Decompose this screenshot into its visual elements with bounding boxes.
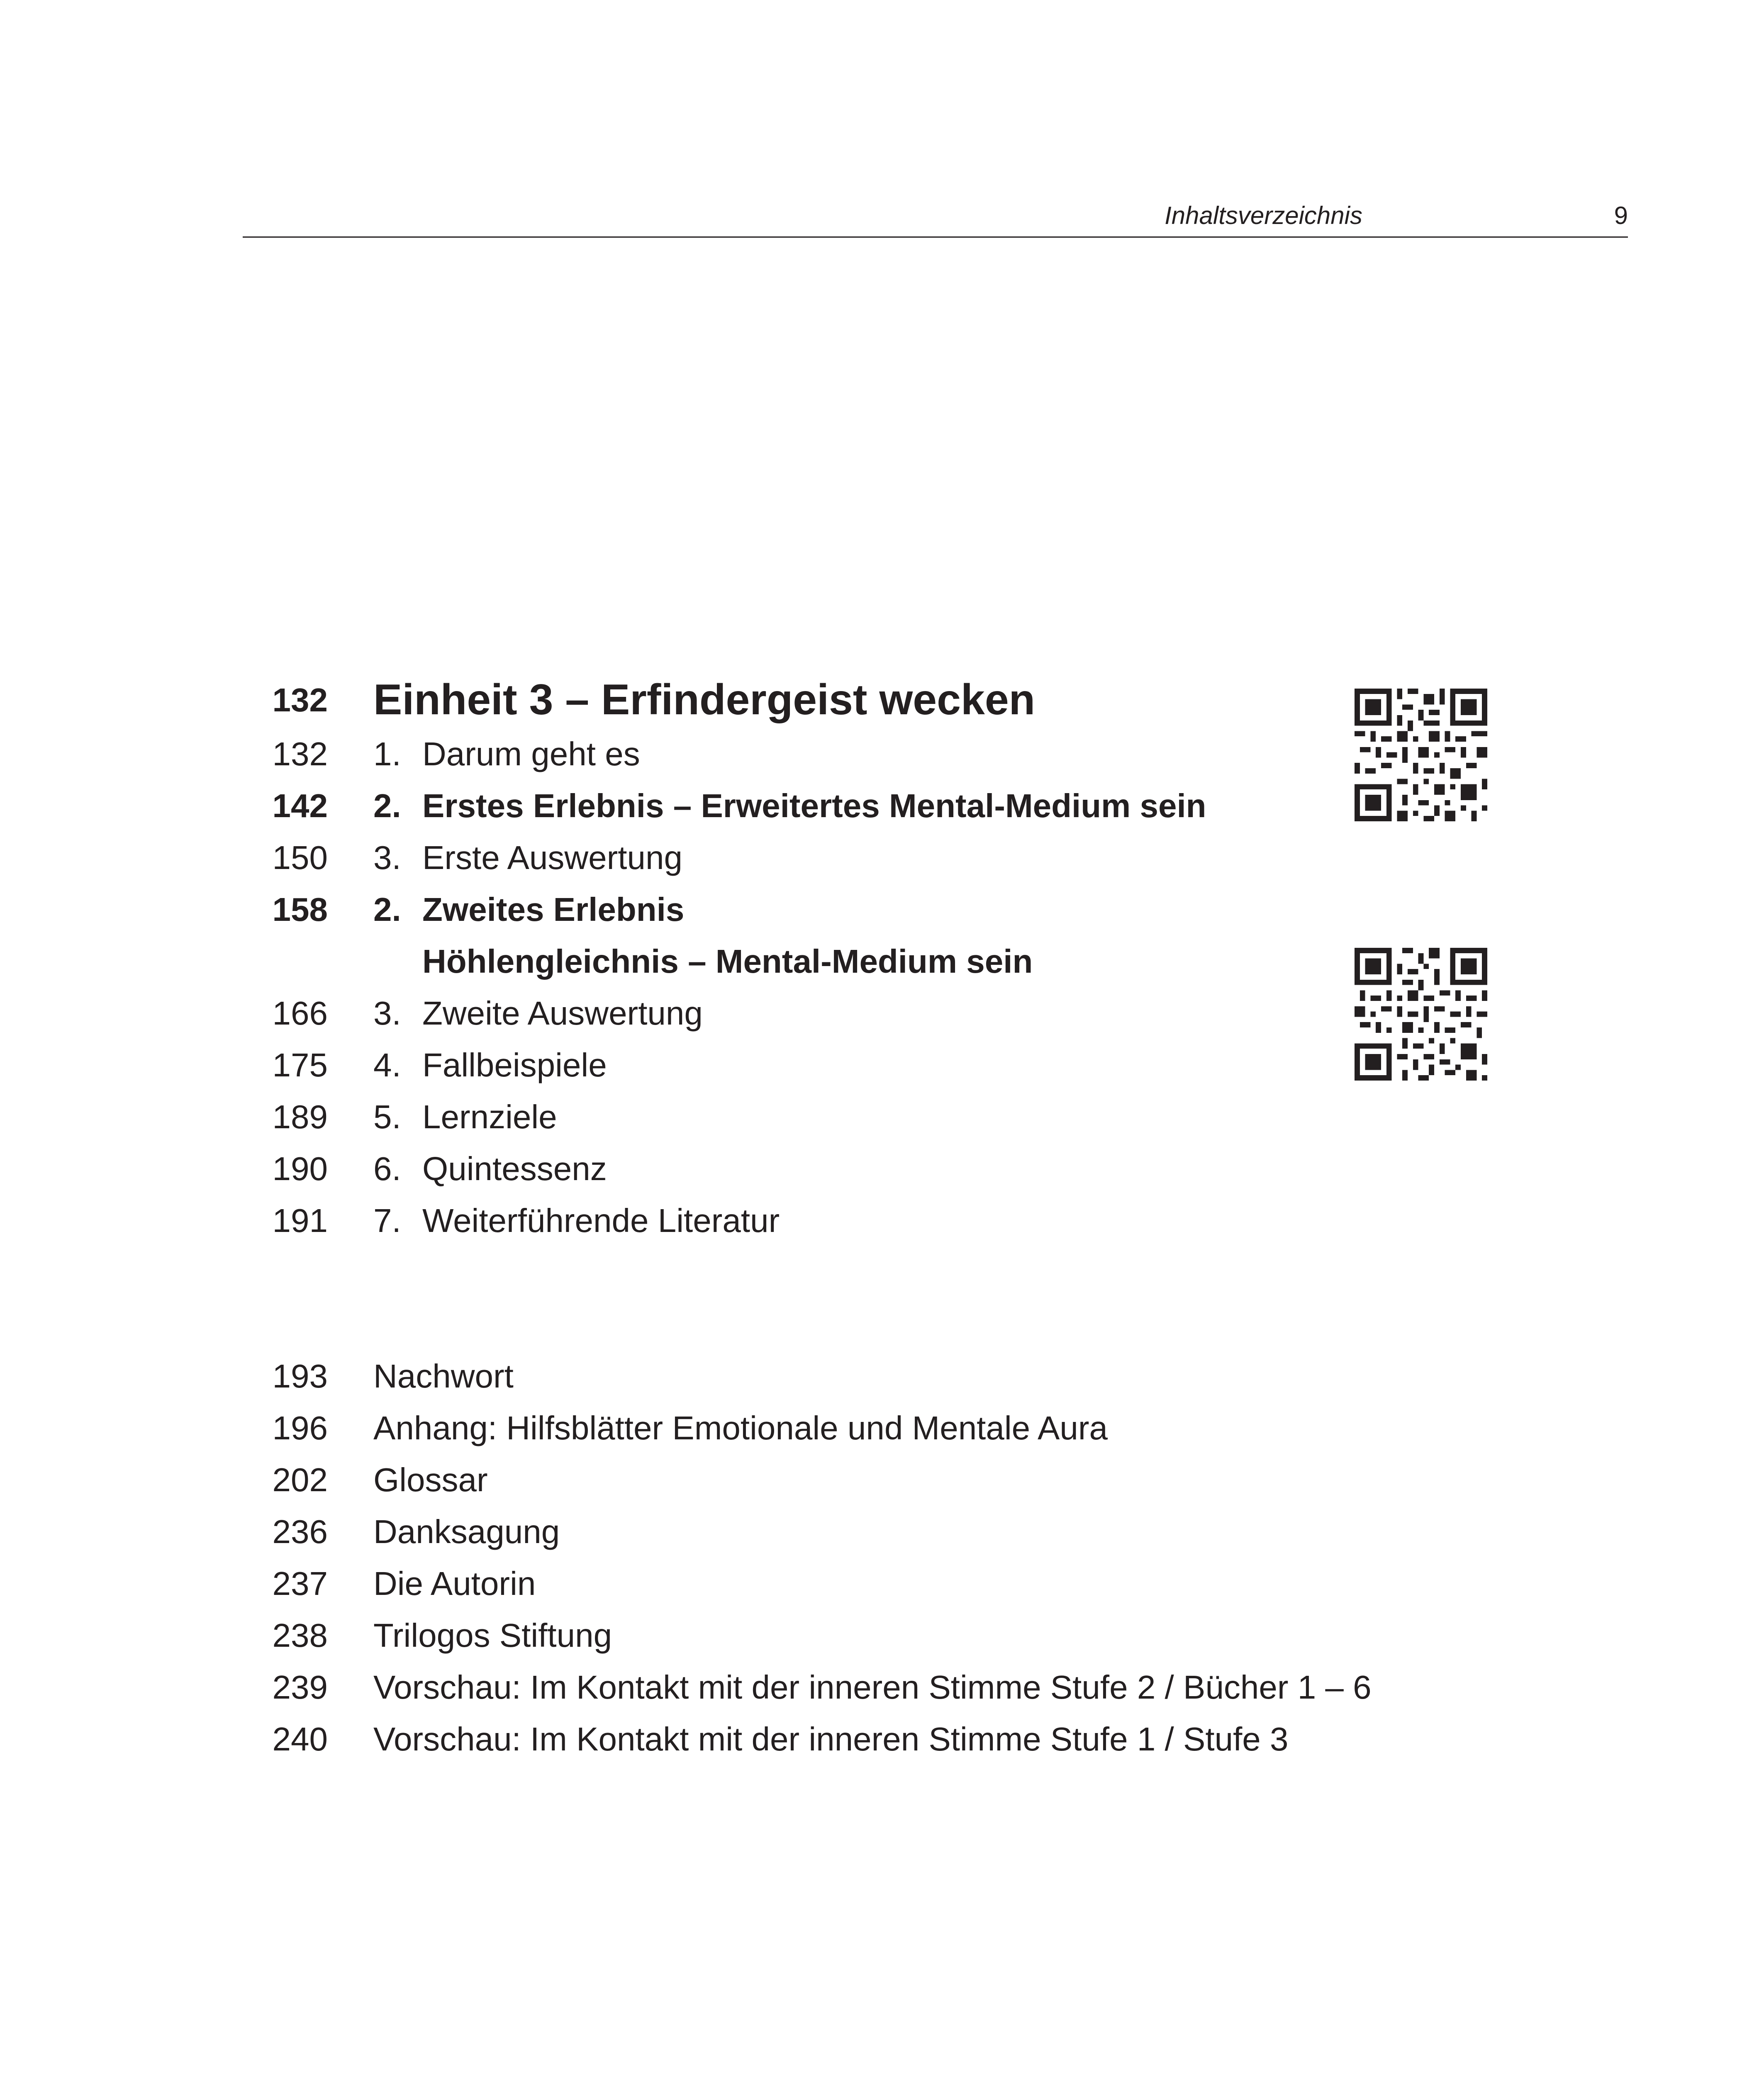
toc-entry[interactable]	[0, 780, 1764, 832]
toc-page-number: 142	[272, 787, 328, 824]
toc-item-title: Quintessenz	[422, 1150, 607, 1187]
toc-page-number: 202	[272, 1461, 328, 1498]
toc-page-number: 196	[272, 1409, 328, 1446]
toc-item-number: 5.	[373, 1098, 401, 1135]
toc-item-title: Darum geht es	[422, 735, 640, 772]
toc-item-number: 6.	[373, 1150, 401, 1187]
toc-page-number: 193	[272, 1358, 328, 1395]
toc-entry[interactable]	[0, 1195, 1764, 1246]
toc-item-number: 7.	[373, 1202, 401, 1239]
toc-entry[interactable]	[0, 987, 1764, 1039]
toc-item-title: Die Autorin	[373, 1565, 536, 1602]
toc-entry[interactable]	[0, 1713, 1764, 1765]
toc-page-number: 158	[272, 891, 328, 928]
toc-entry[interactable]	[0, 1558, 1764, 1609]
toc-page-number: 132	[272, 735, 328, 772]
toc-item-title: Glossar	[373, 1461, 488, 1498]
toc-item-title: Erstes Erlebnis – Erweitertes Mental-Medium sein	[422, 787, 1206, 824]
toc-item-title: Vorschau: Im Kontakt mit der inneren Stimme Stufe 2 / Bücher 1 – 6	[373, 1669, 1372, 1706]
toc-item-title: Zweite Auswertung	[422, 995, 703, 1032]
toc-item-number: 3.	[373, 995, 401, 1032]
toc-item-number: 4.	[373, 1047, 401, 1083]
toc-page-number: 237	[272, 1565, 328, 1602]
toc-entry[interactable]	[0, 728, 1764, 780]
toc-unit-heading[interactable]	[0, 674, 1764, 726]
toc-page-number: 132	[272, 682, 328, 718]
toc-item-number: 3.	[373, 839, 401, 876]
toc-unit-title: Einheit 3 – Erfindergeist wecken	[373, 676, 1035, 724]
toc-page-number: 166	[272, 995, 328, 1032]
toc-entry[interactable]	[0, 1350, 1764, 1402]
toc-item-number: 2.	[373, 891, 401, 928]
toc-entry[interactable]	[0, 1091, 1764, 1143]
toc-entry[interactable]	[0, 832, 1764, 884]
toc-entry[interactable]	[0, 1506, 1764, 1558]
toc-item-title: Lernziele	[422, 1098, 557, 1135]
toc-page-number: 175	[272, 1047, 328, 1083]
toc-page-number: 150	[272, 839, 328, 876]
toc-entry[interactable]	[0, 1039, 1764, 1091]
toc-item-title: Höhlengleichnis – Mental-Medium sein	[422, 943, 1033, 980]
toc-item-title: Weiterführende Literatur	[422, 1202, 780, 1239]
toc-item-title: Fallbeispiele	[422, 1047, 607, 1083]
running-header-title: Inhaltsverzeichnis	[1165, 202, 1362, 229]
toc-entry[interactable]	[0, 1609, 1764, 1661]
toc-entry[interactable]	[0, 1454, 1764, 1506]
page-number: 9	[1614, 202, 1628, 229]
running-header	[243, 195, 1628, 236]
qr-code-icon[interactable]	[1355, 689, 1487, 821]
toc-item-title: Nachwort	[373, 1358, 514, 1395]
toc-item-title: Anhang: Hilfsblätter Emotionale und Mentale Aura	[373, 1409, 1108, 1446]
toc-item-title: Erste Auswertung	[422, 839, 682, 876]
toc-entry[interactable]	[0, 1661, 1764, 1713]
toc-item-title: Zweites Erlebnis	[422, 891, 685, 928]
toc-entry[interactable]	[0, 1143, 1764, 1195]
toc-page-number: 239	[272, 1669, 328, 1706]
toc-entry[interactable]	[0, 1402, 1764, 1454]
toc-page-number: 240	[272, 1721, 328, 1758]
toc-page-number: 238	[272, 1617, 328, 1654]
toc-page-number: 190	[272, 1150, 328, 1187]
toc-item-number: 1.	[373, 735, 401, 772]
toc-item-title: Vorschau: Im Kontakt mit der inneren Stimme Stufe 1 / Stufe 3	[373, 1721, 1289, 1758]
toc-item-title: Danksagung	[373, 1513, 560, 1550]
toc-page-number: 189	[272, 1098, 328, 1135]
toc-item-number: 2.	[373, 787, 401, 824]
toc-entry[interactable]	[0, 884, 1764, 935]
header-divider	[243, 236, 1628, 238]
toc-page-number: 191	[272, 1202, 328, 1239]
toc-page-number: 236	[272, 1513, 328, 1550]
toc-entry-continuation[interactable]	[0, 935, 1764, 987]
qr-code-icon[interactable]	[1355, 948, 1487, 1081]
toc-item-title: Trilogos Stiftung	[373, 1617, 612, 1654]
